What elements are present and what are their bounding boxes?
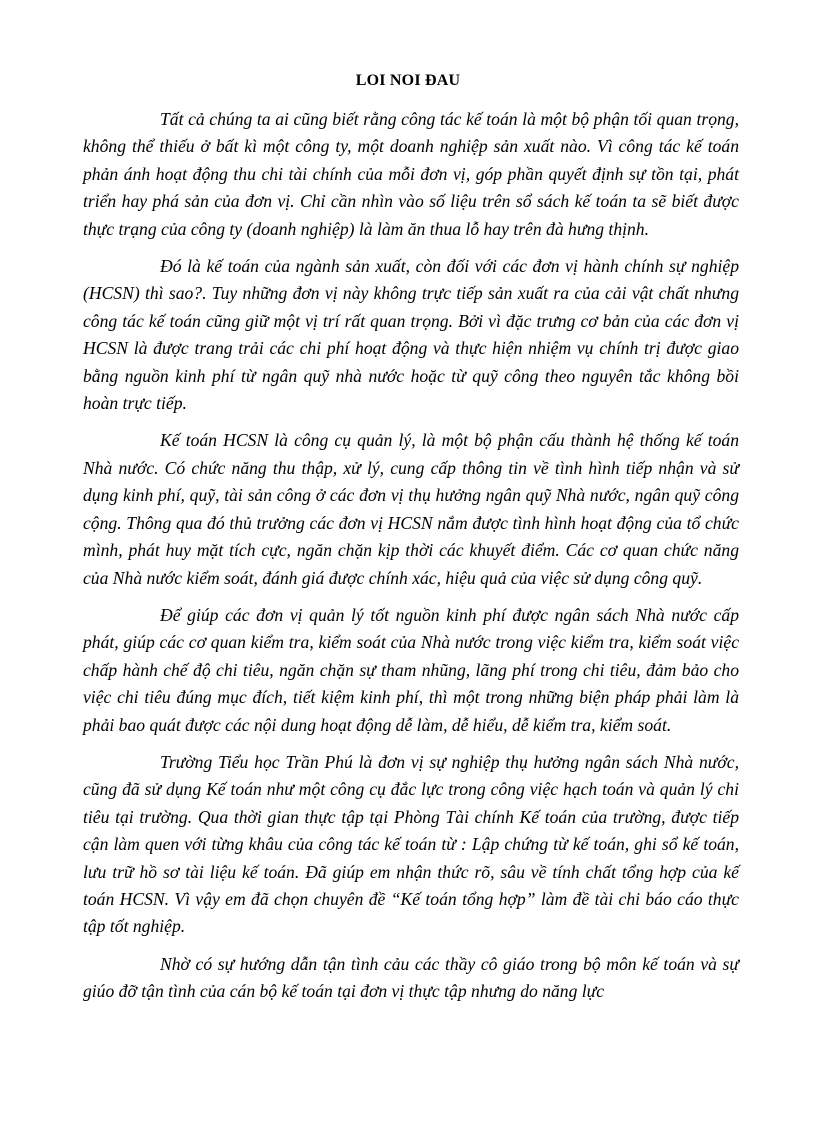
- paragraph-1: Tất cả chúng ta ai cũng biết rằng công tác kế toán là một bộ phận tối quan trọng, không thể thiếu ở bất kì một công ty, một doanh nghiệp sản xuất nào. Vì công tác kế toán phản ánh hoạt động thu chi tài chính của mỗi đơn vị, góp phần quyết định sự tồn tại, phát triển hay phá sản của đơn vị. Chỉ cần nhìn vào số liệu trên sổ sách kế toán ta sẽ biết được thực trạng của công ty (doanh nghiệp) là làm ăn thua lỗ hay trên đà hưng thịnh.: [83, 109, 739, 239]
- paragraph-3: Kế toán HCSN là công cụ quản lý, là một bộ phận cấu thành hệ thống kế toán Nhà nước. Có chức năng thu thập, xử lý, cung cấp thông tin về tình hình tiếp nhận và sử dụng kinh phí, quỹ, tài sản công ở các đơn vị thụ hưởng ngân quỹ Nhà nước, ngân quỹ công cộng. Thông qua đó thủ trưởng các đơn vị HCSN nắm được tình hình hoạt động của tổ chức mình, phát huy mặt tích cực, ngăn chặn kịp thời các khuyết điểm. Các cơ quan chức năng của Nhà nước kiểm soát, đánh giá được chính xác, hiệu quả của việc sử dụng công quỹ.: [83, 430, 739, 588]
- document-body: [83, 106, 739, 1016]
- paragraph-6: Nhờ có sự hướng dẫn tận tình cảu các thầy cô giáo trong bộ môn kế toán và sự giúo đỡ tận tình của cán bộ kế toán tại đơn vị thực tập nhưng do năng lực: [83, 953, 739, 1002]
- document-title: LOI NOI ĐAU: [355, 72, 461, 89]
- paragraph-5: Trường Tiểu học Trần Phú là đơn vị sự nghiệp thụ hưởng ngân sách Nhà nước, cũng đã sử dụng Kế toán như một công cụ đắc lực trong công việc hạch toán và quản lý chi tiêu tại trường. Qua thời gian thực tập tại Phòng Tài chính Kế toán của trường, được tiếp cận làm quen với từng khâu của công tác kế toán từ : Lập chứng từ kế toán, ghi sổ kế toán, lưu trữ hồ sơ tài liệu kế toán. Đã giúp em nhận thức rõ, sâu về tính chất tổng hợp của kế toán HCSN. Vì vậy em đã chọn chuyên đề “Kế toán tổng hợp” làm đề tài chi báo cáo thực tập tốt nghiệp.: [83, 751, 739, 937]
- paragraph-2: Đó là kế toán của ngành sản xuất, còn đối với các đơn vị hành chính sự nghiệp (HCSN) thì sao?. Tuy những đơn vị này không trực tiếp sản xuất ra của cải vật chất nhưng công tác kế toán cũng giữ một vị trí rất quan trọng. Bởi vì đặc trưng cơ bản của các đơn vị HCSN là được trang trải các chi phí hoạt động và thực hiện nhiệm vụ chính trị được giao bằng nguồn kinh phí từ ngân quỹ nhà nước hoặc từ quỹ công theo nguyên tắc không bồi hoàn trực tiếp.: [83, 256, 739, 414]
- paragraph-4: Để giúp các đơn vị quản lý tốt nguồn kinh phí được ngân sách Nhà nước cấp phát, giúp các cơ quan kiểm tra, kiểm soát của Nhà nước trong việc kiểm tra, kiểm soát việc chấp hành chế độ chi tiêu, ngăn chặn sự tham nhũng, lãng phí trong chi tiêu, đảm bảo cho việc chi tiêu đúng mục đích, tiết kiệm kinh phí, thì một trong những biện pháp phải làm là phải bao quát được các nội dung hoạt động dễ làm, dễ hiểu, dễ kiểm tra, kiểm soát.: [83, 604, 739, 735]
